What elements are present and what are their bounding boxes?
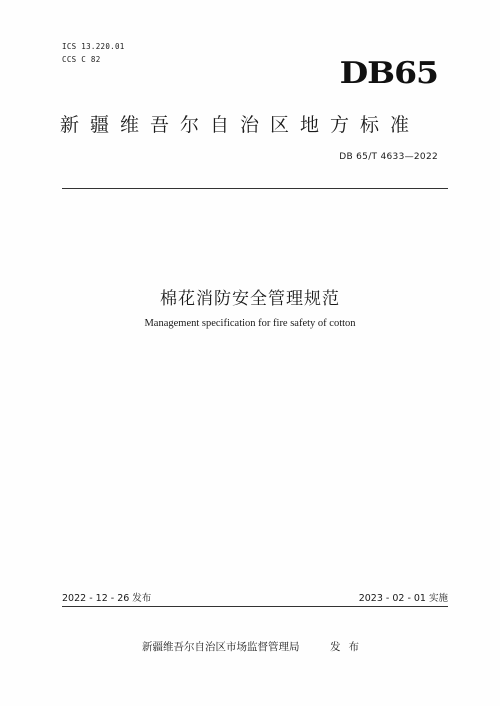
- top-divider: [62, 188, 448, 189]
- classification-codes: [62, 40, 125, 66]
- implementation-date: 2023 - 02 - 01 实施: [358, 593, 448, 604]
- issue-date: 2022 - 12 - 26 发布: [62, 593, 152, 604]
- issuing-action: 发布: [330, 641, 367, 653]
- issuing-authority: 新疆维吾尔自治区市场监督管理局: [142, 641, 300, 653]
- standard-category: 新疆维吾尔自治区地方标准: [60, 114, 421, 136]
- ics-code: ICS 13.220.01: [62, 42, 125, 51]
- bottom-divider: [62, 606, 448, 607]
- db65-logo: DB65: [339, 55, 438, 91]
- document-title-chinese: 棉花消防安全管理规范: [160, 289, 340, 309]
- document-title-english: Management specification for fire safety of cotton: [144, 318, 356, 329]
- ccs-code: CCS C 82: [62, 55, 101, 64]
- standard-number: DB 65/T 4633—2022: [339, 152, 438, 162]
